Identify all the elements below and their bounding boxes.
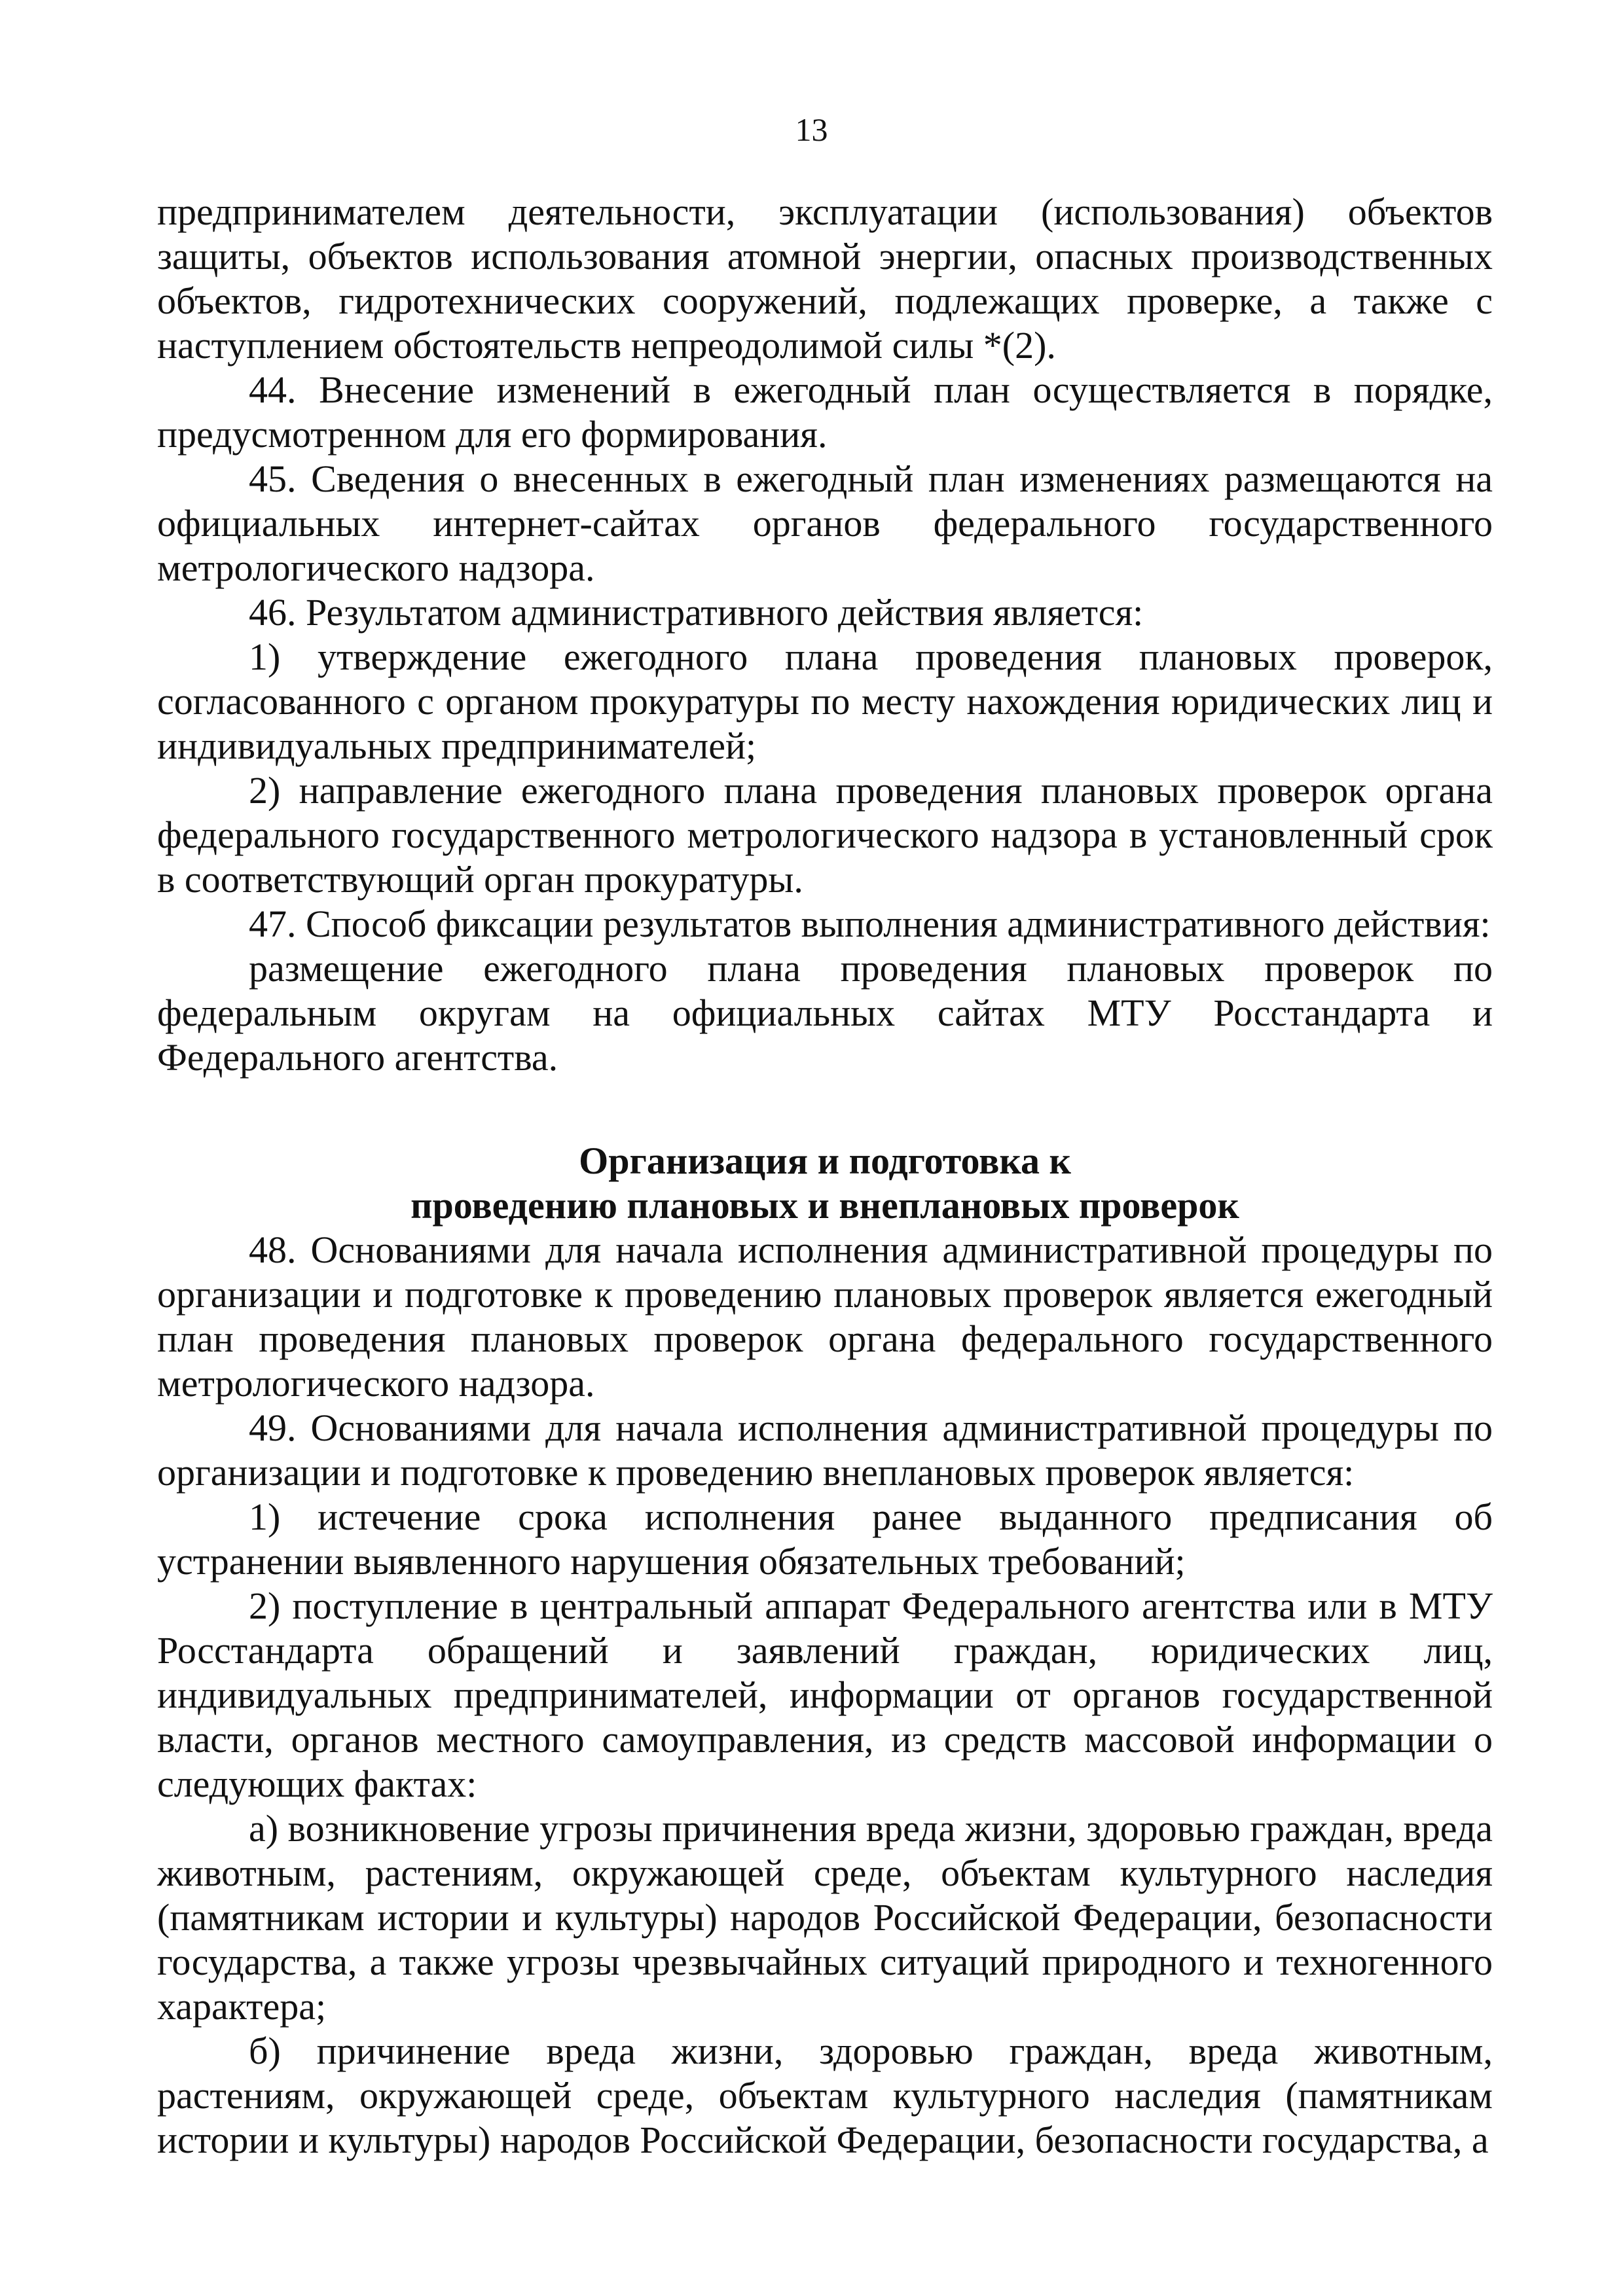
paragraph-47: 47. Способ фиксации результатов выполнения административного действия: — [249, 903, 1491, 945]
paragraph-44: 44. Внесение изменений в ежегодный план осуществляется в порядке, предусмотренном для его формирования. — [157, 368, 1493, 456]
paragraph-46: 46. Результатом административного действия является: — [249, 591, 1144, 634]
paragraph-49: 49. Основаниями для начала исполнения административной процедуры по организации и подготовке к проведению внеплановых проверок является: — [157, 1407, 1493, 1494]
paragraph-49-item-2a: а) возникновение угрозы причинения вреда жизни, здоровью граждан, вреда животным, растениям, окружающей среде, объектам культурного наследия (памятникам истории и культуры) народов Российской Федерации, безопасности государства, а также угрозы чрезвычайных ситуаций природного и техногенного характера; — [157, 1807, 1493, 2028]
section-heading-line-1: Организация и подготовка к — [579, 1139, 1071, 1182]
paragraph-47-detail: размещение ежегодного плана проведения плановых проверок по федеральным округам на официальных сайтах МТУ Росстандарта и Федерального агентства. — [157, 947, 1493, 1079]
paragraph-49-item-2: 2) поступление в центральный аппарат Федерального агентства или в МТУ Росстандарта обращений и заявлений граждан, юридических лиц, индивидуальных предпринимателей, информации от органов государственной власти, органов местного самоуправления, из средств массовой информации о следующих фактах: — [157, 1585, 1493, 1805]
page-number: 13 — [795, 111, 828, 148]
paragraph-46-item-1: 1) утверждение ежегодного плана проведения плановых проверок, согласованного с органом прокуратуры по месту нахождения юридических лиц и индивидуальных предпринимателей; — [157, 636, 1493, 767]
section-heading-line-2: проведению плановых и внеплановых проверок — [410, 1184, 1239, 1227]
paragraph-45: 45. Сведения о внесенных в ежегодный план изменениях размещаются на официальных интернет-сайтах органов федерального государственного метрологического надзора. — [157, 457, 1493, 589]
paragraph-46-item-2: 2) направление ежегодного плана проведения плановых проверок органа федерального государственного метрологического надзора в установленный срок в соответствующий орган прокуратуры. — [157, 769, 1493, 901]
paragraph-49-item-1: 1) истечение срока исполнения ранее выданного предписания об устранении выявленного нарушения обязательных требований; — [157, 1496, 1493, 1583]
section-heading — [157, 1139, 1493, 1228]
paragraph-49-item-2b: б) причинение вреда жизни, здоровью граждан, вреда животным, растениям, окружающей среде, объектам культурного наследия (памятникам истории и культуры) народов Российской Федерации, безопасности государства, а — [157, 2030, 1493, 2161]
document-body — [157, 190, 1493, 2162]
paragraph-48: 48. Основаниями для начала исполнения административной процедуры по организации и подготовке к проведению плановых проверок является ежегодный план проведения плановых проверок органа федерального государственного метрологического надзора. — [157, 1229, 1493, 1405]
continuation-paragraph: предпринимателем деятельности, эксплуатации (использования) объектов защиты, объектов использования атомной энергии, опасных производственных объектов, гидротехнических сооружений, подлежащих проверке, а также с наступлением обстоятельств непреодолимой силы *(2). — [157, 190, 1493, 367]
